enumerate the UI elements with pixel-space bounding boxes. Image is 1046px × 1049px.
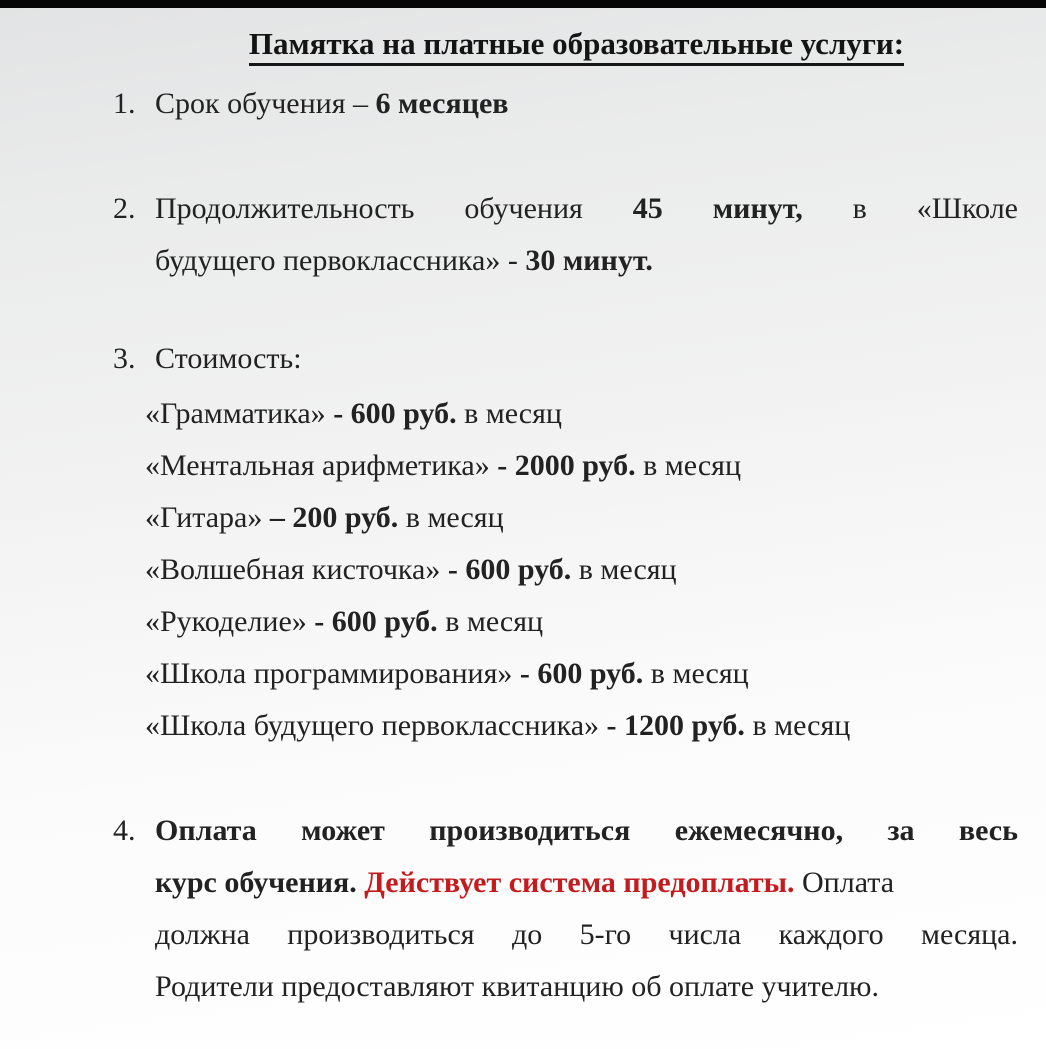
item-line <box>113 805 1018 857</box>
item-number: 4. <box>113 814 136 847</box>
text-segment: Оплата может производиться ежемесячно, за весь <box>155 814 1018 847</box>
price-list-row <box>145 648 1018 700</box>
document-title-text: Памятка на платные образовательные услуги: <box>249 26 904 66</box>
text-segment: «Ментальная арифметика» <box>145 449 498 482</box>
text-segment: «Школа будущего первоклассника» <box>145 709 607 742</box>
item-number: 1. <box>113 87 136 120</box>
price-list-row <box>145 596 1018 648</box>
text-segment: должна производиться до 5-го числа каждого месяца. <box>155 918 1018 951</box>
item-number: 2. <box>113 192 136 225</box>
scan-top-edge <box>0 0 1046 8</box>
text-segment: 45 минут, <box>582 192 803 225</box>
item-line <box>113 961 1018 1013</box>
text-segment: Стоимость: <box>155 342 302 375</box>
list-item-1 <box>113 78 1018 130</box>
list-item-3 <box>113 333 1018 752</box>
text-segment: будущего первоклассника» - <box>155 244 526 277</box>
item-line <box>113 183 1018 235</box>
text-segment: Родители предоставляют квитанцию об оплате учителю. <box>155 970 879 1003</box>
item-line <box>113 235 1018 287</box>
text-segment: в месяц <box>456 397 562 430</box>
text-segment: Продолжительность обучения <box>155 192 583 225</box>
item-number: 3. <box>113 342 136 375</box>
item-line <box>113 78 1018 130</box>
document-content <box>113 8 1018 1013</box>
text-segment: 30 минут. <box>525 244 653 277</box>
text-segment: - 2000 руб. <box>497 449 636 482</box>
text-segment: в «Школе <box>802 192 1019 225</box>
text-segment: «Волшебная кисточка» <box>145 553 448 586</box>
text-segment: – 200 руб. <box>269 501 399 534</box>
text-segment: Оплата <box>794 866 895 899</box>
text-segment: - 1200 руб. <box>606 709 745 742</box>
text-segment: - 600 руб. <box>519 657 644 690</box>
text-segment: - 600 руб. <box>333 397 457 430</box>
text-segment: в месяц <box>571 553 677 586</box>
text-segment: «Школа программирования» <box>145 657 520 690</box>
text-segment: «Грамматика» <box>145 397 334 430</box>
document-title <box>124 24 1029 64</box>
list-item-4 <box>113 805 1018 1013</box>
text-segment: курс обучения. <box>155 866 365 899</box>
price-list-row <box>145 388 1018 440</box>
item-line <box>113 909 1018 961</box>
text-segment: Срок обучения – <box>155 87 376 120</box>
text-segment: в месяц <box>398 501 504 534</box>
price-list-row <box>145 700 1018 752</box>
text-segment: в месяц <box>744 709 851 742</box>
items <box>113 78 1018 1013</box>
text-segment: в месяц <box>643 657 749 690</box>
item-line <box>113 857 1018 909</box>
text-segment: «Гитара» <box>145 501 270 534</box>
price-list <box>113 388 1018 752</box>
text-segment: в месяц <box>437 605 544 638</box>
list-item-2 <box>113 183 1018 287</box>
text-segment: 6 месяцев <box>375 87 509 120</box>
item-line <box>113 333 1018 385</box>
text-segment: - 600 руб. <box>447 553 572 586</box>
price-list-row <box>145 544 1018 596</box>
price-list-row <box>145 440 1018 492</box>
red-highlight-text: Действует система предоплаты. <box>364 866 795 899</box>
text-segment: в месяц <box>635 449 742 482</box>
text-segment: «Рукоделие» <box>145 605 315 638</box>
text-segment: - 600 руб. <box>314 605 438 638</box>
price-list-row <box>145 492 1018 544</box>
